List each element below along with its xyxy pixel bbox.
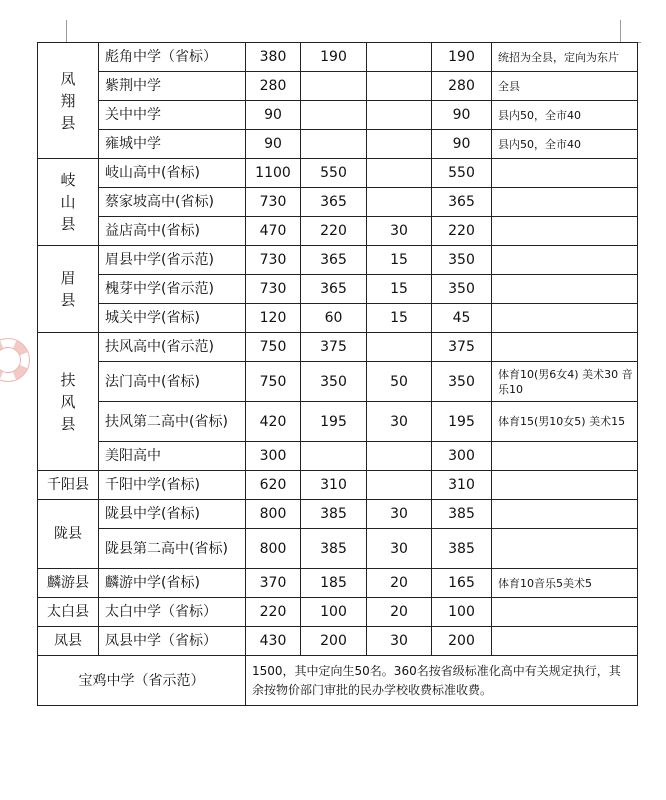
county-label: 眉县 [60,269,76,309]
footer-school-cell: 宝鸡中学（省示范） [38,656,246,706]
total-quota-cell: 90 [246,130,301,159]
school-name-cell: 陇县第二高中(省标) [99,529,246,569]
school-name-cell: 益店高中(省标) [99,217,246,246]
table-row [38,217,638,246]
county-label: 扶风县 [60,370,76,433]
quota-cell-a: 190 [301,43,367,72]
total-quota-cell: 300 [246,442,301,471]
quota-cell-c: 550 [432,159,492,188]
quota-cell-b: 30 [367,627,432,656]
total-quota-cell: 420 [246,402,301,442]
school-name-cell: 麟游中学(省标) [99,569,246,598]
school-name-cell: 彪角中学（省标） [99,43,246,72]
quota-cell-c: 350 [432,362,492,402]
note-cell [492,275,638,304]
county-cell [38,333,99,471]
county-label: 凤翔县 [60,69,76,132]
county-cell: 陇县 [38,500,99,569]
quota-cell-c: 90 [432,130,492,159]
total-quota-cell: 220 [246,598,301,627]
table-row [38,246,638,275]
table-row [38,402,638,442]
quota-cell-c: 350 [432,275,492,304]
quota-cell-b: 20 [367,569,432,598]
table-row [38,529,638,569]
quota-cell-c: 90 [432,101,492,130]
table-row [38,500,638,529]
total-quota-cell: 800 [246,500,301,529]
note-cell [492,442,638,471]
quota-cell-b [367,72,432,101]
quota-cell-a: 385 [301,529,367,569]
quota-cell-a: 375 [301,333,367,362]
quota-cell-b [367,333,432,362]
table-row [38,304,638,333]
quota-cell-b: 30 [367,402,432,442]
total-quota-cell: 370 [246,569,301,598]
note-cell [492,500,638,529]
note-cell [492,246,638,275]
note-cell [492,217,638,246]
quota-cell-b: 15 [367,275,432,304]
quota-cell-b [367,159,432,188]
note-cell [492,627,638,656]
note-cell [492,159,638,188]
school-name-cell: 扶风第二高中(省标) [99,402,246,442]
county-cell [38,246,99,333]
total-quota-cell: 730 [246,246,301,275]
quota-cell-c: 165 [432,569,492,598]
quota-cell-b [367,101,432,130]
quota-cell-a: 365 [301,246,367,275]
quota-cell-a [301,101,367,130]
enrollment-table-body [38,43,638,706]
quota-cell-a: 200 [301,627,367,656]
note-cell: 统招为全县，定向为东片 [492,43,638,72]
note-cell [492,333,638,362]
quota-cell-a: 220 [301,217,367,246]
quota-cell-b: 15 [367,304,432,333]
total-quota-cell: 800 [246,529,301,569]
lifebuoy-icon [0,338,30,382]
county-cell: 千阳县 [38,471,99,500]
school-name-cell: 陇县中学(省标) [99,500,246,529]
quota-cell-a: 385 [301,500,367,529]
quota-cell-b [367,471,432,500]
quota-cell-c: 300 [432,442,492,471]
quota-cell-c: 220 [432,217,492,246]
school-name-cell: 关中中学 [99,101,246,130]
table-row [38,275,638,304]
quota-cell-b [367,43,432,72]
quota-cell-a: 60 [301,304,367,333]
table-row [38,188,638,217]
quota-cell-a: 100 [301,598,367,627]
quota-cell-a: 550 [301,159,367,188]
table-row [38,598,638,627]
note-cell: 县内50，全市40 [492,101,638,130]
quota-cell-b: 20 [367,598,432,627]
quota-cell-a: 195 [301,402,367,442]
quota-cell-a [301,130,367,159]
quota-cell-a: 310 [301,471,367,500]
quota-cell-c: 385 [432,529,492,569]
quota-cell-c: 45 [432,304,492,333]
quota-cell-b [367,442,432,471]
note-cell: 体育10(男6女4) 美术30 音乐10 [492,362,638,402]
quota-cell-b [367,188,432,217]
quota-cell-c: 385 [432,500,492,529]
school-name-cell: 扶风高中(省示范) [99,333,246,362]
quota-cell-b [367,130,432,159]
table-row [38,159,638,188]
quota-cell-c: 190 [432,43,492,72]
note-cell: 全县 [492,72,638,101]
county-label: 岐山县 [60,171,76,233]
total-quota-cell: 120 [246,304,301,333]
table-row [38,130,638,159]
quota-cell-b: 30 [367,529,432,569]
total-quota-cell: 1100 [246,159,301,188]
quota-cell-a: 350 [301,362,367,402]
school-name-cell: 岐山高中(省标) [99,159,246,188]
school-name-cell: 太白中学（省标） [99,598,246,627]
note-cell [492,471,638,500]
table-row [38,627,638,656]
total-quota-cell: 730 [246,275,301,304]
note-cell [492,304,638,333]
enrollment-table [37,42,638,706]
quota-cell-b: 50 [367,362,432,402]
total-quota-cell: 470 [246,217,301,246]
county-cell: 凤县 [38,627,99,656]
note-cell: 体育10音乐5美术5 [492,569,638,598]
quota-cell-c: 310 [432,471,492,500]
table-row [38,569,638,598]
school-name-cell: 凤县中学（省标） [99,627,246,656]
county-cell: 太白县 [38,598,99,627]
quota-cell-a [301,72,367,101]
table-row [38,333,638,362]
table-row [38,362,638,402]
note-cell: 体育15(男10女5) 美术15 [492,402,638,442]
quota-cell-c: 195 [432,402,492,442]
school-name-cell: 槐芽中学(省示范) [99,275,246,304]
county-cell [38,159,99,246]
footer-row [38,656,638,706]
crop-mark-left [66,20,67,42]
county-cell [38,43,99,159]
total-quota-cell: 430 [246,627,301,656]
quota-cell-c: 280 [432,72,492,101]
school-name-cell: 千阳中学(省标) [99,471,246,500]
school-name-cell: 城关中学(省标) [99,304,246,333]
note-cell: 县内50，全市40 [492,130,638,159]
quota-cell-a [301,442,367,471]
school-name-cell: 雍城中学 [99,130,246,159]
school-name-cell: 法门高中(省标) [99,362,246,402]
note-cell [492,188,638,217]
quota-cell-c: 375 [432,333,492,362]
total-quota-cell: 750 [246,362,301,402]
school-name-cell: 紫荆中学 [99,72,246,101]
table-row [38,471,638,500]
total-quota-cell: 90 [246,101,301,130]
quota-cell-b: 15 [367,246,432,275]
county-cell: 麟游县 [38,569,99,598]
note-cell [492,598,638,627]
table-row [38,442,638,471]
note-cell [492,529,638,569]
quota-cell-c: 365 [432,188,492,217]
quota-cell-b: 30 [367,217,432,246]
school-name-cell: 美阳高中 [99,442,246,471]
table-row [38,43,638,72]
footer-note-cell: 1500，其中定向生50名。360名按省级标准化高中有关规定执行，其余按物价部门审批的民办学校收费标准收费。 [246,656,638,706]
quota-cell-c: 350 [432,246,492,275]
total-quota-cell: 750 [246,333,301,362]
quota-cell-c: 200 [432,627,492,656]
total-quota-cell: 620 [246,471,301,500]
school-name-cell: 蔡家坡高中(省标) [99,188,246,217]
school-name-cell: 眉县中学(省示范) [99,246,246,275]
crop-mark-right [620,20,641,43]
quota-cell-b: 30 [367,500,432,529]
quota-cell-a: 365 [301,275,367,304]
quota-cell-c: 100 [432,598,492,627]
total-quota-cell: 730 [246,188,301,217]
table-row [38,101,638,130]
quota-cell-a: 185 [301,569,367,598]
total-quota-cell: 280 [246,72,301,101]
table-row [38,72,638,101]
quota-cell-a: 365 [301,188,367,217]
total-quota-cell: 380 [246,43,301,72]
